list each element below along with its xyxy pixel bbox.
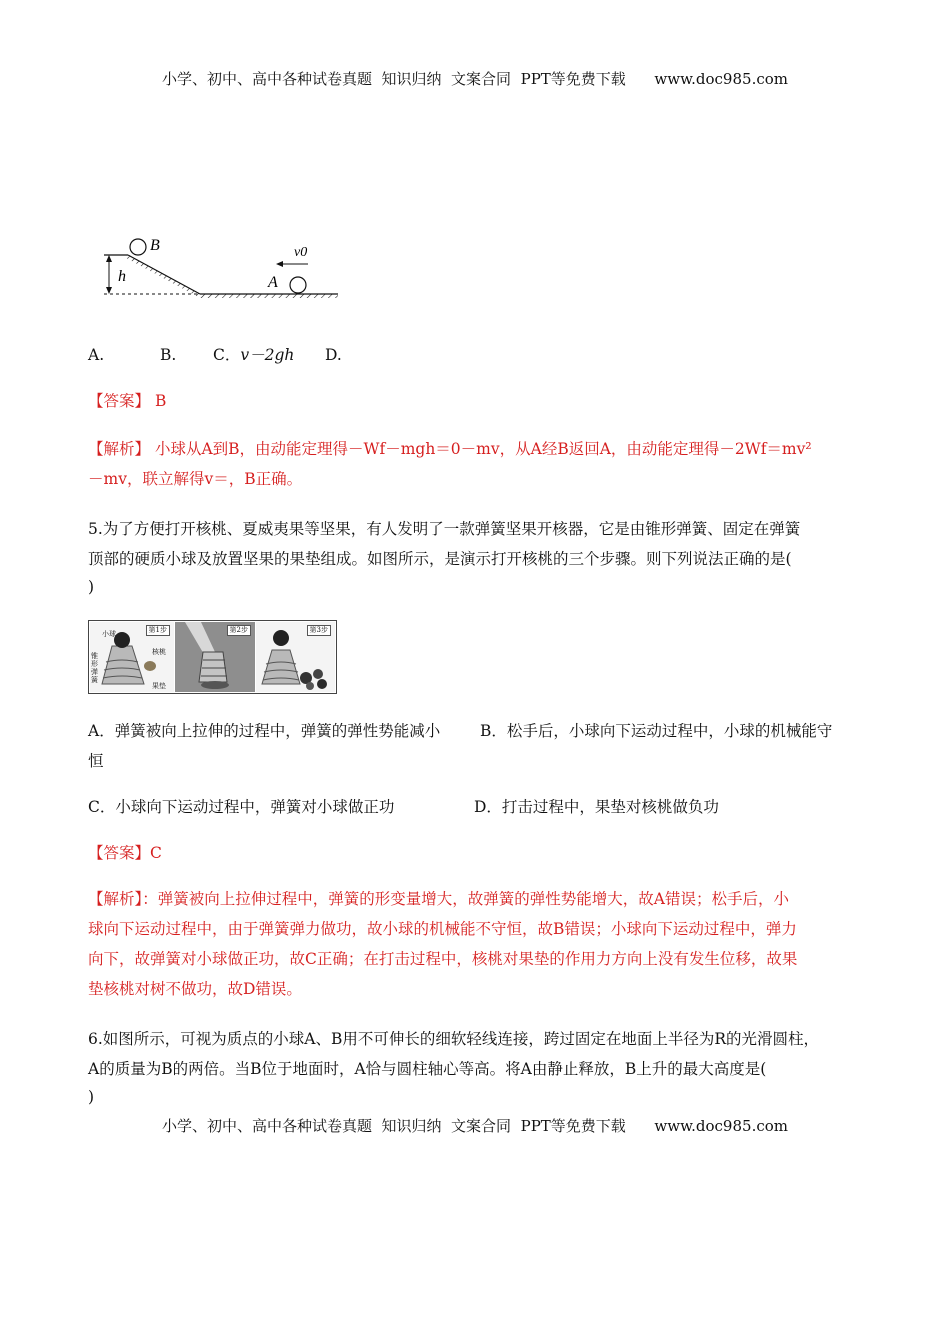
step1-tag: 第1步 [146,625,170,636]
ball-a [290,277,306,293]
q5-analysis-line2: 球向下运动过程中，由于弹簧弹力做功，故小球的机械能不守恒，故B错误；小球向下运动过程中，弹力 [88,920,797,938]
ball-b [130,239,146,255]
q4-option-b: B. [160,346,177,364]
q6-stem-line2: A的质量为B的两倍。当B位于地面时，A恰与圆柱轴心等高。将A由静止释放，B上升的最大高度是( [88,1060,767,1078]
q5-answer: 【答案】C [88,844,162,862]
step3-tag: 第3步 [307,625,331,636]
q5-analysis-line4: 垫核桃对树不做功，故D错误。 [88,980,302,998]
q4-option-d: D. [325,346,342,364]
q4-analysis-line1: 【解析】 小球从A到B，由动能定理得－Wf－mgh＝0－mv，从A经B返回A，由动能定理得－2Wf＝mv² [88,440,812,458]
q5-option-a: A．弹簧被向上拉伸的过程中，弹簧的弹性势能减小 [88,722,441,740]
label-pad: 果垫 [152,682,166,690]
label-a: A [268,274,278,291]
label-ball: 小球 [102,630,116,638]
label-h: h [118,268,126,285]
step1-photo [90,622,174,692]
q5-option-d: D．打击过程中，果垫对核桃做负功 [474,798,719,816]
q4-option-a: A. [88,346,105,364]
q5-stem-line3: ) [88,578,95,596]
q4-analysis-line2: －mv，联立解得v＝，B正确。 [88,470,303,488]
q6-stem-line1: 6.如图所示，可视为质点的小球A、B用不可伸长的细软轻线连接，跨过固定在地面上半径为R的光滑圆柱， [88,1030,820,1048]
nutcracker-figure [88,620,337,694]
q5-analysis-line1: 【解析】：弹簧被向上拉伸过程中，弹簧的形变量增大，故弹簧的弹性势能增大，故A错误；松手后，小 [88,890,789,908]
page-footer: 小学、初中、高中各种试卷真题 知识归纳 文案合同 PPT等免费下载 www.doc985.com [161,1117,788,1135]
step2-photo [175,622,255,692]
label-v0: v0 [294,245,308,260]
q4-answer: 【答案】 B [88,392,167,410]
q5-option-c: C．小球向下运动过程中，弹簧对小球做正功 [88,798,395,816]
ground-hatch [200,294,338,298]
slope-hatch [126,255,200,298]
q5-option-b: B．松手后，小球向下运动过程中，小球的机械能守 [480,722,833,740]
q4-option-c: C．v－2gh [213,346,295,364]
q5-option-b-cont: 恒 [88,752,104,770]
page-header: 小学、初中、高中各种试卷真题 知识归纳 文案合同 PPT等免费下载 www.doc985.com [161,70,788,88]
q5-stem-line1: 5.为了方便打开核桃、夏威夷果等坚果，有人发明了一款弹簧坚果开核器，它是由锥形弹簧、固定在弹簧 [88,520,801,538]
label-spring: 锥形弹簧 [91,652,98,684]
step2-tag: 第2步 [227,625,251,636]
label-b: B [150,237,160,254]
q6-stem-line3: ) [88,1088,95,1106]
q5-stem-line2: 顶部的硬质小球及放置坚果的果垫组成。如图所示，是演示打开核桃的三个步骤。则下列说法正确的是( [88,550,792,568]
label-walnut: 核桃 [152,648,166,656]
incline-diagram [100,236,345,302]
step3-photo [256,622,335,692]
q5-analysis-line3: 向下，故弹簧对小球做正功，故C正确；在打击过程中，核桃对果垫的作用力方向上没有发生位移，故果 [88,950,798,968]
